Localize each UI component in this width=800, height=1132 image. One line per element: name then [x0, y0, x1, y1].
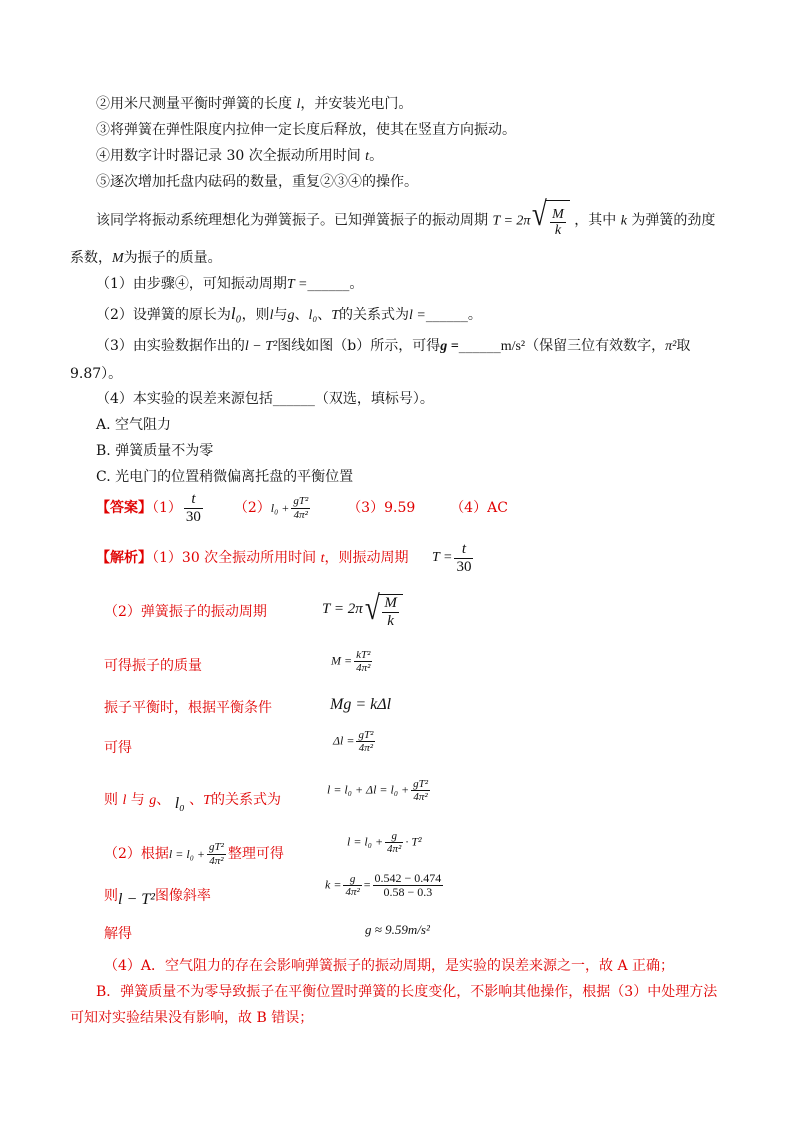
- analysis-p2-sqrt: √ $\frac{M}{k}$: [363, 590, 403, 629]
- q2-T: T: [331, 308, 340, 323]
- q2-l: l: [269, 308, 274, 323]
- q2-text-f: 的关系式为: [339, 307, 410, 323]
- analysis-p8-den2: 0.58 − 0.3: [383, 885, 433, 900]
- intro-line-2: [70, 248, 222, 269]
- analysis-p1: （1）30 次全振动所用时间: [152, 550, 317, 566]
- analysis-p1-b: ，则振动周期: [324, 550, 409, 566]
- analysis-line-5: 可得: [104, 740, 132, 756]
- analysis-p6-e: 的关系式为: [210, 792, 281, 808]
- analysis-p7-frac2: [385, 830, 403, 855]
- analysis-p8-den: 4π²: [345, 886, 360, 899]
- intro-text-2: ，其中: [574, 212, 617, 229]
- intro-formula-den: k: [554, 223, 562, 239]
- analysis-p2-den: k: [387, 612, 394, 629]
- q1-text: （1）由步骤④，可知振动周期: [96, 276, 287, 292]
- analysis-p7-num: gT²: [208, 841, 224, 854]
- q2-blank: ______: [425, 307, 468, 323]
- question-2: [96, 304, 482, 326]
- analysis-p5-den: 4π²: [358, 742, 374, 755]
- answer-1-num: t: [184, 491, 203, 509]
- analysis-line-1: [96, 548, 409, 569]
- analysis-p2-formula: [322, 590, 403, 629]
- answer-2-lhs: l₀ +: [270, 501, 290, 515]
- analysis-p6-a: 则: [104, 792, 118, 808]
- q3-g: g =: [440, 339, 459, 354]
- analysis-p6-eq: l = l₀ + Δl = l₀ +: [327, 782, 410, 797]
- analysis-p3-formula: [331, 649, 374, 674]
- q2-eq: l =: [409, 308, 426, 323]
- analysis-p7-b: 整理可得: [227, 846, 284, 862]
- step-2-end: ，并安装光电门。: [300, 96, 413, 112]
- answer-label: 【答案】: [96, 500, 152, 516]
- analysis-p3-eq: M =: [331, 653, 353, 668]
- option-a: A. 空气阻力: [96, 417, 172, 433]
- step-5: ⑤逐次增加托盘内砝码的数量，重复②③④的操作。: [96, 174, 418, 190]
- analysis-p8-b: 图像斜率: [154, 888, 211, 904]
- analysis-p2-eq: T = 2π: [322, 601, 363, 617]
- analysis-line-6: [104, 790, 281, 811]
- analysis-p6-b: 与: [130, 792, 145, 808]
- step-3: ③将弹簧在弹性限度内拉伸一定长度后释放，使其在竖直方向振动。: [96, 122, 516, 138]
- answer-3: （3）9.59: [347, 500, 416, 516]
- q3-unit: m/s²: [500, 339, 526, 354]
- analysis-line-9: 解得: [104, 926, 132, 942]
- step-4-text: ④用数字计时器记录 30 次全振动所用时间: [96, 148, 361, 164]
- answer-4: （4）AC: [450, 500, 508, 516]
- intro-sqrt: √ $\frac{M}{k}$: [530, 196, 569, 245]
- analysis-p7-num2: g: [385, 830, 403, 843]
- step-2: [96, 94, 412, 115]
- analysis-p8-eq: l − T²: [118, 891, 155, 908]
- intro-line: [96, 196, 715, 245]
- answer-1-label: （1）: [152, 500, 182, 516]
- question-3: [96, 336, 690, 357]
- question-1: [96, 274, 363, 295]
- q2-text-b: ，则: [241, 307, 270, 323]
- analysis-p6-d: 、: [189, 792, 204, 808]
- analysis-p1-den: 30: [456, 558, 472, 575]
- step-4-end: 。: [369, 148, 384, 164]
- analysis-p5-num: gT²: [358, 729, 374, 741]
- analysis-p9-formula: g ≈ 9.59m/s²: [365, 922, 430, 937]
- q1-var: T =: [286, 277, 308, 292]
- analysis-p3-den: 4π²: [356, 662, 371, 675]
- analysis-p7-formula: [347, 830, 422, 855]
- q2-l0b: l₀: [308, 308, 318, 323]
- intro-text-4: 系数，: [70, 250, 112, 266]
- answer-2-frac: [291, 495, 310, 520]
- answer-line: [96, 488, 508, 528]
- q2-l0: l₀: [230, 304, 242, 323]
- analysis-label: 【解析】: [96, 550, 152, 566]
- q1-blank: ______: [307, 276, 350, 292]
- q2-text-c: 与: [273, 307, 288, 323]
- analysis-p5-eq: Δl =: [333, 733, 355, 748]
- analysis-p8-frac: [343, 873, 361, 898]
- analysis-line-8: [104, 886, 211, 906]
- q2-text-d: 、: [294, 307, 309, 323]
- q3-text-b: 图线如图（b）所示，可得: [277, 338, 441, 354]
- q1-end: 。: [349, 276, 364, 292]
- analysis-p3-frac: [354, 649, 372, 674]
- analysis-line-10: （4）A．空气阻力的存在会影响弹簧振子的振动周期，是实验的误差来源之一，故 A 正确；: [104, 958, 675, 974]
- step-2-var: l: [296, 97, 301, 112]
- q3-eq: l − T²: [244, 339, 278, 354]
- intro-text-1: 该同学将振动系统理想化为弹簧振子。已知弹簧振子的振动周期: [96, 212, 488, 229]
- q3-text-a: （3）由实验数据作出的: [96, 338, 245, 354]
- step-4-var: t: [365, 149, 370, 164]
- q3-pi: π²: [665, 339, 677, 354]
- analysis-p6-den: 4π²: [413, 791, 428, 804]
- answer-1-frac: [184, 491, 203, 525]
- analysis-p1-num: t: [454, 541, 473, 559]
- analysis-p6-g: g: [149, 793, 157, 808]
- analysis-line-3: 可得振子的质量: [104, 658, 202, 674]
- q3-text-c: （保留三位有效数字，: [525, 338, 666, 354]
- analysis-p8-num2: 0.542 − 0.474: [374, 871, 442, 885]
- analysis-p6-num: gT²: [413, 778, 429, 790]
- analysis-p7-den: 4π²: [209, 854, 224, 867]
- analysis-line-12: 可知对实验结果没有影响，故 B 错误；: [70, 1010, 314, 1026]
- analysis-p1-frac: [454, 541, 473, 575]
- analysis-p6-T: T: [203, 793, 211, 808]
- intro-k: k: [620, 213, 627, 229]
- analysis-p8-k: k =: [325, 877, 342, 892]
- answer-1-den: 30: [185, 508, 201, 525]
- q2-g: g: [287, 308, 295, 323]
- analysis-p8-a: 则: [104, 888, 118, 904]
- intro-M: M: [112, 251, 124, 266]
- q2-text-a: （2）设弹簧的原长为: [96, 307, 231, 323]
- option-b: B. 弹簧质量不为零: [96, 443, 214, 459]
- analysis-p4-formula: Mg = kΔl: [330, 696, 392, 713]
- intro-text-3: 为弹簧的劲度: [631, 212, 716, 229]
- question-3-cont: 9.87）。: [70, 366, 123, 382]
- option-c: C. 光电门的位置稍微偏离托盘的平衡位置: [96, 469, 354, 485]
- analysis-p7-eq2: l = l₀ +: [347, 834, 384, 849]
- analysis-line-4: 振子平衡时，根据平衡条件: [104, 700, 272, 716]
- analysis-p3-num: kT²: [356, 649, 371, 661]
- analysis-p7-eq: l = l₀ +: [168, 847, 205, 861]
- analysis-line-7: [104, 836, 284, 872]
- analysis-p7-tail: · T²: [405, 834, 422, 849]
- analysis-p6-l: l: [122, 793, 127, 808]
- question-4: （4）本实验的误差来源包括______（双选，填标号）。: [96, 391, 434, 407]
- intro-formula-num: M: [552, 206, 564, 222]
- analysis-p5-formula: [333, 729, 377, 754]
- analysis-p7-a: （2）根据: [104, 846, 169, 862]
- analysis-p7-frac: [207, 841, 226, 866]
- answer-2-label: （2）: [233, 500, 271, 516]
- analysis-p6-formula: [327, 778, 432, 803]
- q3-text-d: 取: [676, 338, 691, 354]
- q2-end: 。: [467, 307, 482, 323]
- analysis-p1-eq: T =: [432, 550, 453, 566]
- analysis-p8-eq2: =: [363, 877, 371, 892]
- answer-2-num: gT²: [293, 495, 309, 508]
- q3-blank: ______: [458, 338, 501, 354]
- q2-text-e: 、: [317, 307, 332, 323]
- intro-formula-lhs: T = 2π: [492, 213, 531, 229]
- analysis-p8-frac2: [373, 872, 444, 899]
- analysis-p5-frac: [356, 729, 375, 754]
- intro-text-5: 为振子的质量。: [123, 250, 222, 266]
- analysis-p2-num: M: [384, 595, 397, 611]
- answer-2-den: 4π²: [293, 508, 308, 521]
- analysis-p8-formula: [325, 872, 445, 899]
- analysis-p8-num: g: [343, 873, 361, 886]
- analysis-p1-formula: [432, 541, 475, 575]
- analysis-p1-t: t: [320, 551, 325, 566]
- analysis-p7-den2: 4π²: [387, 843, 402, 856]
- analysis-p6-c: 、: [156, 792, 171, 808]
- step-2-text: ②用米尺测量平衡时弹簧的长度: [96, 96, 292, 112]
- analysis-line-11: B．弹簧质量不为零导致振子在平衡位置时弹簧的长度变化，不影响其他操作，根据（3）中处理方法: [96, 984, 718, 1000]
- analysis-p6-frac: [411, 778, 430, 803]
- step-4: [96, 146, 383, 167]
- analysis-line-2: （2）弹簧振子的振动周期: [104, 604, 267, 620]
- analysis-p6-l0: l₀: [174, 795, 185, 812]
